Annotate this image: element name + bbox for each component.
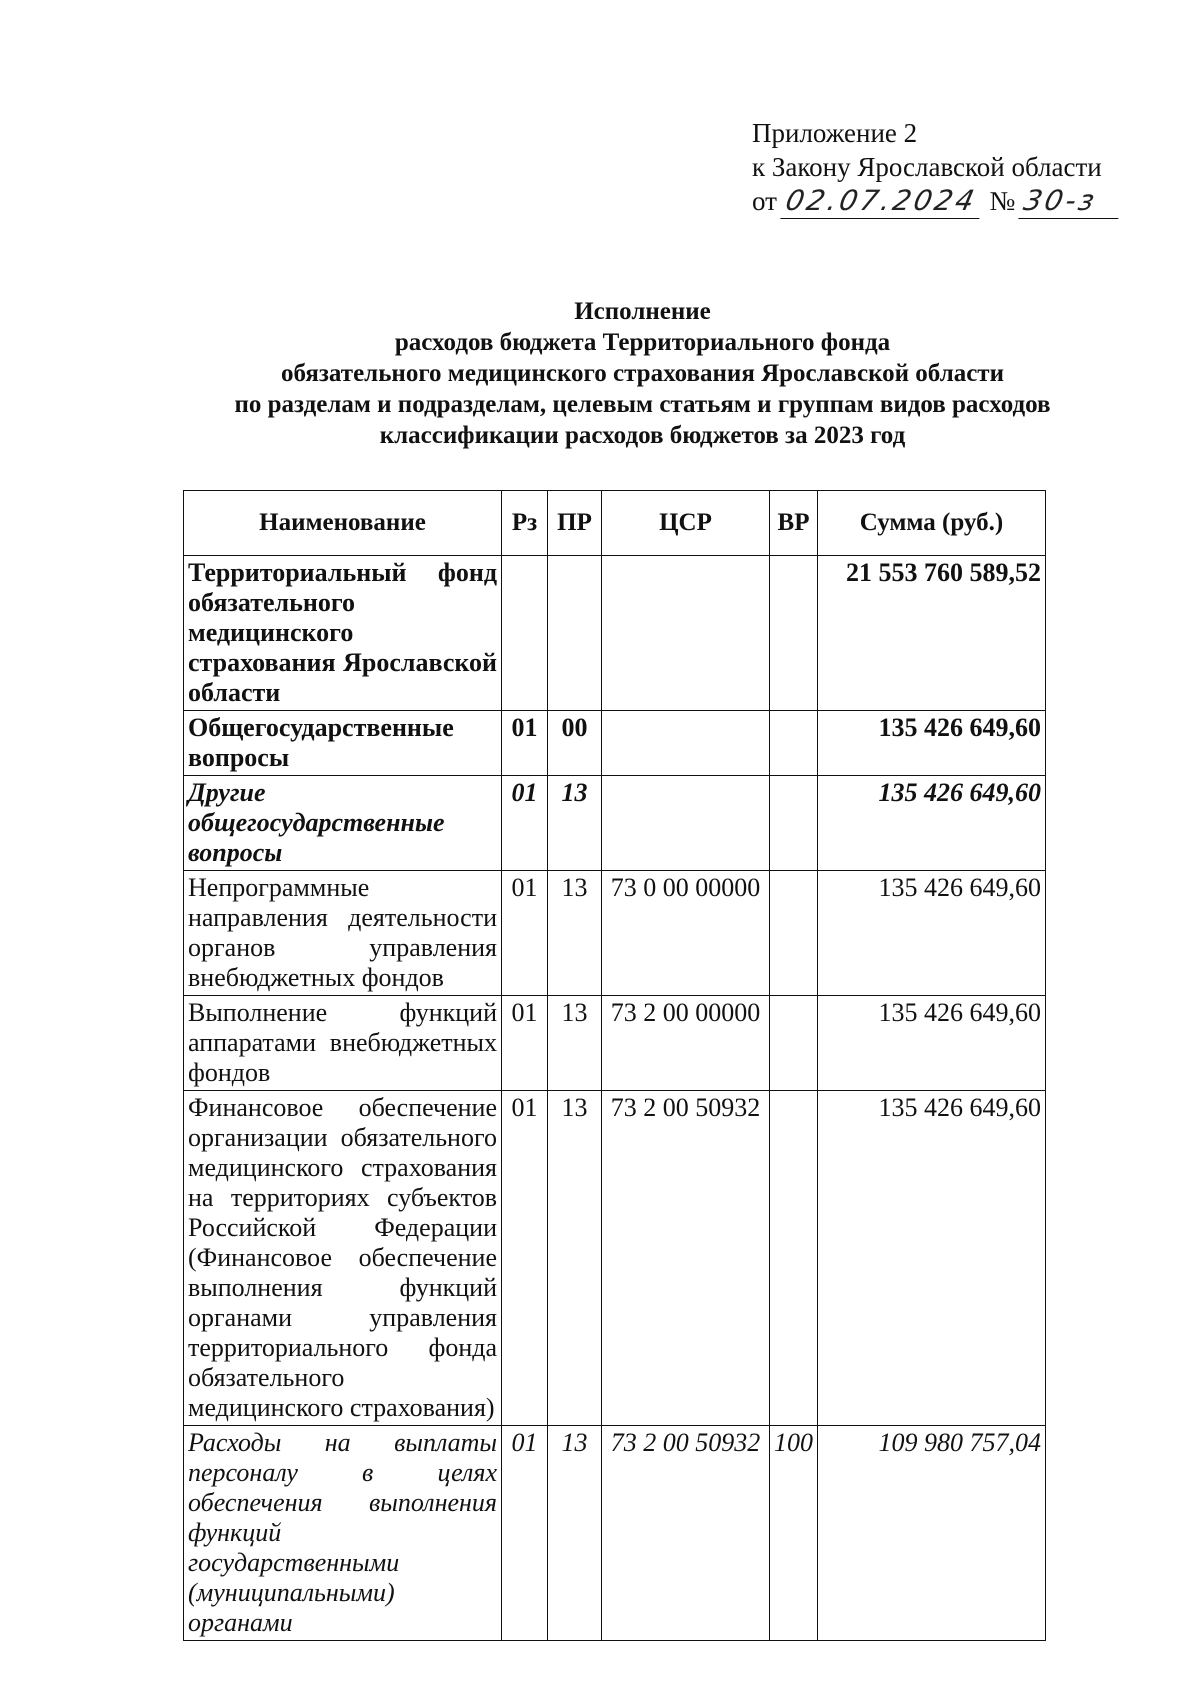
row-rz: 01 <box>502 871 548 996</box>
row-sum: 135 426 649,60 <box>818 871 1046 996</box>
document-title <box>150 296 1135 451</box>
header-name: Наименование <box>184 491 502 556</box>
table-row <box>184 556 1046 711</box>
header-csr: ЦСР <box>602 491 770 556</box>
row-pr: 13 <box>548 776 602 871</box>
row-sum: 135 426 649,60 <box>818 711 1046 776</box>
row-vr <box>770 776 818 871</box>
date-prefix: от <box>752 186 777 216</box>
header-vr: ВР <box>770 491 818 556</box>
row-rz: 01 <box>502 1426 548 1641</box>
row-csr: 73 0 00 00000 <box>602 871 770 996</box>
row-vr <box>770 871 818 996</box>
table-header-row <box>184 491 1046 556</box>
handwritten-number: 30-з <box>1018 184 1125 219</box>
table-row <box>184 1426 1046 1641</box>
row-csr <box>602 556 770 711</box>
row-name: Территориальный фонд обязательного медицинского страхования Ярославской области <box>184 556 502 711</box>
row-csr: 73 2 00 00000 <box>602 996 770 1091</box>
appendix-block <box>752 116 1122 219</box>
header-rz: Рз <box>502 491 548 556</box>
number-label: № <box>989 186 1016 216</box>
header-pr: ПР <box>548 491 602 556</box>
row-vr: 100 <box>770 1426 818 1641</box>
row-vr <box>770 1091 818 1426</box>
row-rz: 01 <box>502 776 548 871</box>
row-pr: 13 <box>548 1091 602 1426</box>
row-vr <box>770 556 818 711</box>
row-sum: 109 980 757,04 <box>818 1426 1046 1641</box>
row-csr <box>602 776 770 871</box>
title-line-1: Исполнение <box>574 298 711 325</box>
row-name: Непрограммные направления деятельности органов управления внебюджетных фондов <box>184 871 502 996</box>
table-row <box>184 711 1046 776</box>
title-line-5: классификации расходов бюджетов за 2023 год <box>379 422 906 449</box>
handwritten-date: 02.07.2024 <box>780 184 986 219</box>
budget-table <box>183 490 1046 1641</box>
row-name: Общегосударственные вопросы <box>184 711 502 776</box>
row-rz <box>502 556 548 711</box>
row-rz: 01 <box>502 1091 548 1426</box>
row-pr: 13 <box>548 996 602 1091</box>
row-sum: 135 426 649,60 <box>818 996 1046 1091</box>
row-pr: 00 <box>548 711 602 776</box>
row-rz: 01 <box>502 711 548 776</box>
header-sum: Сумма (руб.) <box>818 491 1046 556</box>
row-sum: 135 426 649,60 <box>818 1091 1046 1426</box>
row-pr <box>548 556 602 711</box>
row-sum: 135 426 649,60 <box>818 776 1046 871</box>
row-pr: 13 <box>548 871 602 996</box>
row-name: Финансовое обеспечение организации обязательного медицинского страхования на территориях субъектов Российской Федерации (Финансовое обеспечение выполнения функций органами управления территориального фонда обязательного медицинского страхования) <box>184 1091 502 1426</box>
table-row <box>184 871 1046 996</box>
row-csr: 73 2 00 50932 <box>602 1091 770 1426</box>
row-rz: 01 <box>502 996 548 1091</box>
appendix-date-number-line <box>752 184 1122 219</box>
row-sum: 21 553 760 589,52 <box>818 556 1046 711</box>
appendix-law-reference: к Закону Ярославской области <box>752 152 1102 182</box>
title-line-3: обязательного медицинского страхования Ярославской области <box>280 360 1004 387</box>
title-line-2: расходов бюджета Территориального фонда <box>394 329 891 356</box>
row-pr: 13 <box>548 1426 602 1641</box>
row-vr <box>770 996 818 1091</box>
table-row <box>184 776 1046 871</box>
appendix-title: Приложение 2 <box>752 118 918 148</box>
row-csr: 73 2 00 50932 <box>602 1426 770 1641</box>
row-vr <box>770 711 818 776</box>
row-name: Другие общегосударственные вопросы <box>184 776 502 871</box>
row-name: Расходы на выплаты персоналу в целях обеспечения выполнения функций государственными (муниципальными) органами <box>184 1426 502 1641</box>
row-csr <box>602 711 770 776</box>
table-row <box>184 996 1046 1091</box>
table-row <box>184 1091 1046 1426</box>
row-name: Выполнение функций аппаратами внебюджетных фондов <box>184 996 502 1091</box>
title-line-4: по разделам и подразделам, целевым статьям и группам видов расходов <box>234 391 1051 418</box>
